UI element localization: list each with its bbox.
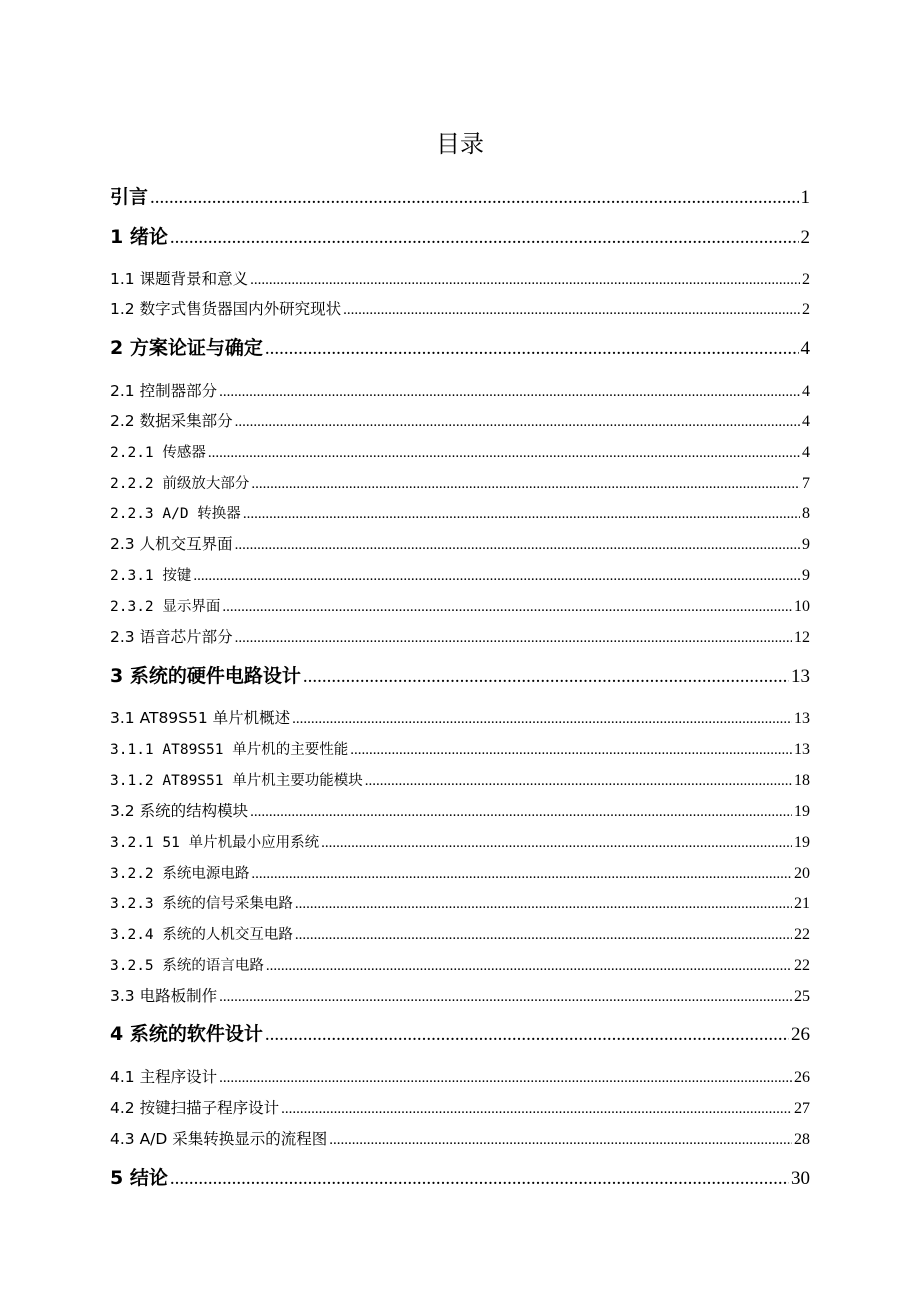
toc-entry-label: 1.2 数字式售货器国内外研究现状 bbox=[110, 300, 342, 318]
toc-entry-label: 4 系统的软件设计 bbox=[110, 1023, 263, 1045]
toc-entry-label: 3 系统的硬件电路设计 bbox=[110, 665, 301, 687]
toc-entry[interactable] bbox=[110, 830, 810, 852]
toc-entry-label: 2 方案论证与确定 bbox=[110, 337, 263, 359]
toc-entry-label: 3.2.5 系统的语言电路 bbox=[110, 958, 264, 974]
toc-entry-label: 3.1.2 AT89S51 单片机主要功能模块 bbox=[110, 773, 363, 789]
toc-entry[interactable] bbox=[110, 984, 810, 1006]
toc-entry-page: 4 bbox=[802, 383, 810, 400]
toc-dot-leader bbox=[170, 1168, 789, 1190]
toc-entry-label: 2.3 语音芯片部分 bbox=[110, 628, 233, 646]
toc-entry-label: 3.2.4 系统的人机交互电路 bbox=[110, 927, 293, 943]
toc-entry[interactable] bbox=[110, 563, 810, 585]
toc-entry-page: 13 bbox=[794, 741, 810, 758]
toc-entry-label: 4.3 A/D 采集转换显示的流程图 bbox=[110, 1130, 328, 1148]
toc-entry-page: 22 bbox=[794, 957, 810, 974]
toc-entry[interactable] bbox=[110, 267, 810, 289]
toc-dot-leader bbox=[219, 989, 792, 1006]
toc-entry[interactable] bbox=[110, 532, 810, 554]
toc-entry-page: 13 bbox=[791, 666, 810, 687]
toc-dot-leader bbox=[343, 302, 800, 319]
toc-dot-leader bbox=[365, 773, 792, 790]
toc-dot-leader bbox=[251, 866, 792, 883]
toc-entry[interactable] bbox=[110, 471, 810, 493]
toc-entry[interactable] bbox=[110, 706, 810, 728]
toc-entry-page: 22 bbox=[794, 926, 810, 943]
toc-dot-leader bbox=[235, 537, 800, 554]
toc-dot-leader bbox=[303, 666, 789, 688]
toc-entry-page: 18 bbox=[794, 772, 810, 789]
toc-entry-page: 12 bbox=[794, 629, 810, 646]
toc-entry-page: 20 bbox=[794, 865, 810, 882]
toc-dot-leader bbox=[295, 896, 792, 913]
toc-entry[interactable] bbox=[110, 409, 810, 431]
toc-dot-leader bbox=[292, 711, 792, 728]
toc-entry-label: 3.2 系统的结构模块 bbox=[110, 802, 249, 820]
toc-entry-label: 2.2.1 传感器 bbox=[110, 445, 206, 461]
toc-entry[interactable] bbox=[110, 799, 810, 821]
toc-entry-label: 2.3 人机交互界面 bbox=[110, 535, 233, 553]
toc-dot-leader bbox=[329, 1132, 792, 1149]
toc-entry-label: 引言 bbox=[110, 186, 149, 208]
toc-entry[interactable] bbox=[110, 861, 810, 883]
toc-dot-leader bbox=[243, 506, 800, 523]
toc-entry-label: 2.2.2 前级放大部分 bbox=[110, 476, 250, 492]
toc-entry[interactable] bbox=[110, 768, 810, 790]
toc-entry-label: 2.2 数据采集部分 bbox=[110, 412, 233, 430]
toc-dot-leader bbox=[281, 1101, 792, 1118]
toc-dot-leader bbox=[350, 742, 792, 759]
toc-entry[interactable] bbox=[110, 594, 810, 616]
toc-entry-page: 1 bbox=[800, 187, 810, 208]
toc-entry-page: 4 bbox=[802, 444, 810, 461]
toc-entry-label: 1 绪论 bbox=[110, 226, 168, 248]
toc-entry-page: 4 bbox=[802, 413, 810, 430]
toc-entry-page: 8 bbox=[802, 505, 810, 522]
toc-entry[interactable] bbox=[110, 922, 810, 944]
toc-entry-label: 4.1 主程序设计 bbox=[110, 1068, 218, 1086]
toc-entry-label: 2.3.1 按键 bbox=[110, 568, 192, 584]
toc-entry-label: 4.2 按键扫描子程序设计 bbox=[110, 1099, 280, 1117]
toc-entry-page: 7 bbox=[802, 475, 810, 492]
toc-dot-leader bbox=[266, 958, 792, 975]
toc-dot-leader bbox=[219, 384, 800, 401]
toc-entry[interactable] bbox=[110, 297, 810, 319]
toc-entry-page: 2 bbox=[800, 227, 810, 248]
toc-dot-leader bbox=[250, 804, 792, 821]
toc-entry-page: 21 bbox=[794, 895, 810, 912]
toc-entry[interactable] bbox=[110, 953, 810, 975]
toc-entry-label: 3.2.3 系统的信号采集电路 bbox=[110, 896, 293, 912]
toc-entry[interactable] bbox=[110, 1127, 810, 1149]
toc-dot-leader bbox=[193, 568, 800, 585]
toc-entry-page: 26 bbox=[791, 1024, 810, 1045]
toc-entry-label: 3.1.1 AT89S51 单片机的主要性能 bbox=[110, 742, 349, 758]
toc-dot-leader bbox=[251, 476, 800, 493]
toc-dot-leader bbox=[235, 630, 792, 647]
toc-entry-page: 28 bbox=[794, 1131, 810, 1148]
toc-entry[interactable] bbox=[110, 891, 810, 913]
toc-entry[interactable] bbox=[110, 183, 810, 209]
toc-entry-label: 5 结论 bbox=[110, 1167, 168, 1189]
toc-dot-leader bbox=[250, 272, 800, 289]
toc-entry[interactable] bbox=[110, 334, 810, 360]
toc-entry-page: 19 bbox=[794, 834, 810, 851]
toc-entry-page: 26 bbox=[794, 1069, 810, 1086]
toc-entry-page: 9 bbox=[802, 536, 810, 553]
toc-entry-label: 2.1 控制器部分 bbox=[110, 382, 218, 400]
toc-entry-page: 9 bbox=[802, 567, 810, 584]
toc-entry-label: 1.1 课题背景和意义 bbox=[110, 270, 249, 288]
toc-entry-label: 3.2.2 系统电源电路 bbox=[110, 866, 250, 882]
toc-entry-page: 2 bbox=[802, 271, 810, 288]
toc-dot-leader bbox=[265, 1024, 789, 1046]
toc-entry-label: 2.3.2 显示界面 bbox=[110, 599, 221, 615]
toc-entry[interactable] bbox=[110, 223, 810, 249]
toc-dot-leader bbox=[295, 927, 792, 944]
toc-entry[interactable] bbox=[110, 1020, 810, 1046]
toc-dot-leader bbox=[219, 1070, 792, 1087]
toc-dot-leader bbox=[222, 599, 792, 616]
toc-entry[interactable] bbox=[110, 662, 810, 688]
toc-entry-page: 4 bbox=[800, 338, 810, 359]
toc-entry-page: 19 bbox=[794, 803, 810, 820]
toc-entry[interactable] bbox=[110, 501, 810, 523]
toc-entry-page: 25 bbox=[794, 988, 810, 1005]
toc-dot-leader bbox=[150, 187, 798, 209]
toc-dot-leader bbox=[265, 338, 799, 360]
toc-entry-page: 13 bbox=[794, 710, 810, 727]
toc-entry-label: 2.2.3 A/D 转换器 bbox=[110, 506, 241, 522]
toc-entry[interactable] bbox=[110, 1096, 810, 1118]
toc-entry[interactable] bbox=[110, 1065, 810, 1087]
toc-entry[interactable] bbox=[110, 625, 810, 647]
toc-dot-leader bbox=[208, 445, 800, 462]
toc-entry-page: 27 bbox=[794, 1100, 810, 1117]
toc-entry-page: 30 bbox=[791, 1168, 810, 1189]
toc-dot-leader bbox=[321, 835, 792, 852]
toc-entry-label: 3.1 AT89S51 单片机概述 bbox=[110, 709, 291, 727]
toc-entry-page: 2 bbox=[802, 301, 810, 318]
toc-entry-label: 3.2.1 51 单片机最小应用系统 bbox=[110, 835, 320, 851]
toc-entry[interactable] bbox=[110, 1164, 810, 1190]
toc-entry-label: 3.3 电路板制作 bbox=[110, 987, 218, 1005]
toc-entry[interactable] bbox=[110, 737, 810, 759]
toc-entry[interactable] bbox=[110, 440, 810, 462]
toc-dot-leader bbox=[235, 414, 800, 431]
toc-title: 目录 bbox=[436, 130, 484, 158]
toc-dot-leader bbox=[170, 227, 799, 249]
toc-entry[interactable] bbox=[110, 379, 810, 401]
toc-entry-page: 10 bbox=[794, 598, 810, 615]
